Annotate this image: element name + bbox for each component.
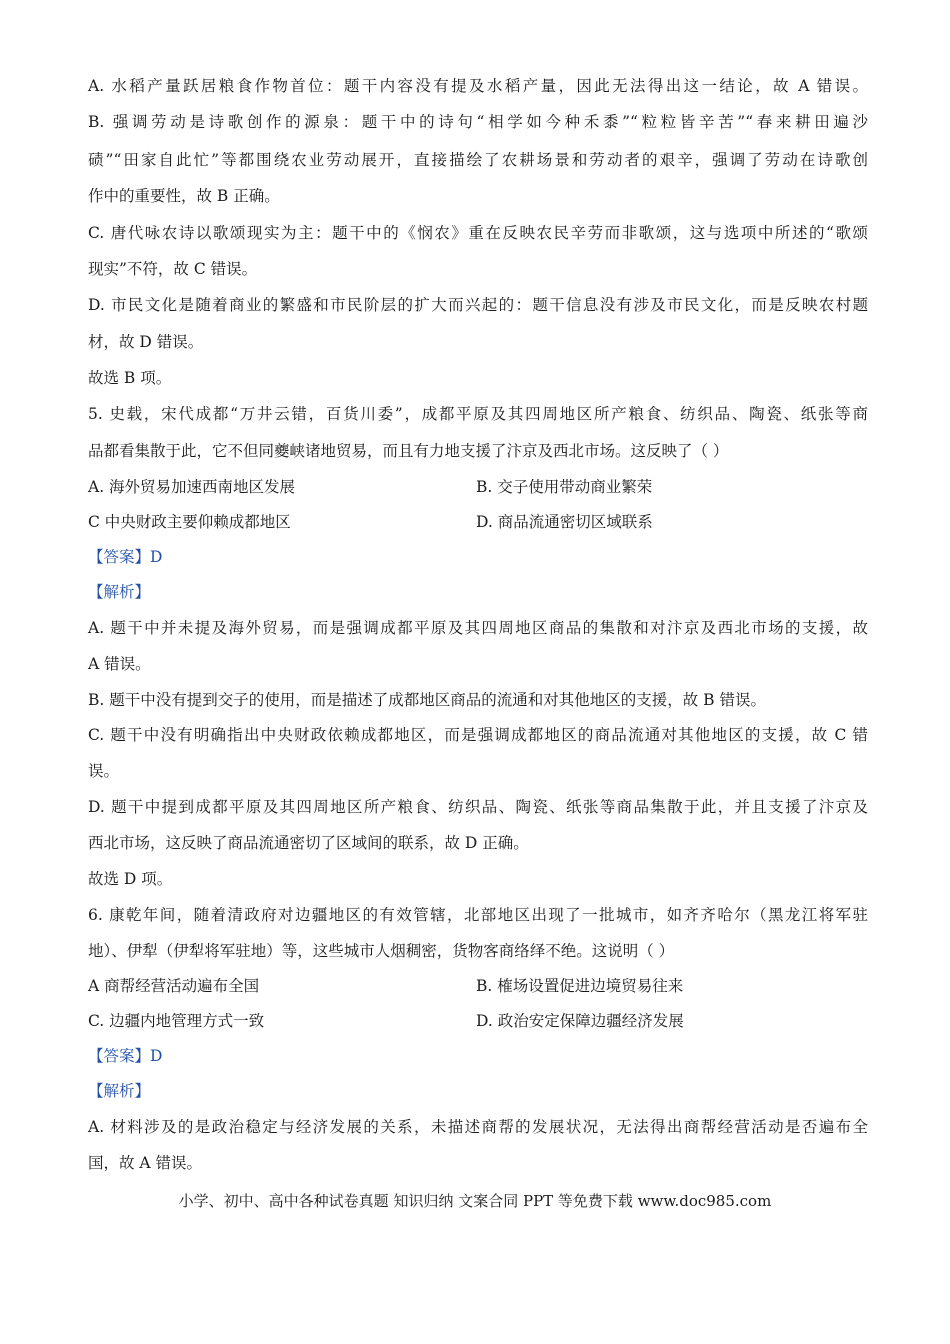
text-line: 西北市场，这反映了商品流通密切了区域间的联系，故 D 正确。 xyxy=(88,834,529,852)
text-line: 碛”“田家自此忙”等都围绕农业劳动展开，直接描绘了农耕场景和劳动者的艰辛，强调了劳动在诗歌创 xyxy=(88,151,868,169)
text-line: D. 市民文化是随着商业的繁盛和市民阶层的扩大而兴起的：题干信息没有涉及市民文化，而是反映农村题 xyxy=(88,296,868,314)
text-line: A. 材料涉及的是政治稳定与经济发展的关系，未描述商帮的发展状况，无法得出商帮经营活动是否遍布全 xyxy=(88,1118,868,1136)
text-line: B. 强调劳动是诗歌创作的源泉：题干中的诗句“相学如今种禾黍”“粒粒皆辛苦”“春来耕田遍沙 xyxy=(88,113,868,131)
option-a: A. 海外贸易加速西南地区发展 xyxy=(88,478,296,496)
option-b: B. 交子使用带动商业繁荣 xyxy=(476,478,653,496)
text-line: 故选 B 项。 xyxy=(88,369,172,387)
option-d: D. 商品流通密切区域联系 xyxy=(476,513,653,531)
text-line: 作中的重要性，故 B 正确。 xyxy=(88,187,280,205)
text-line: D. 题干中提到成都平原及其四周地区所产粮食、纺织品、陶瓷、纸张等商品集散于此，并且支援了汴京及 xyxy=(88,798,868,816)
text-line: C. 唐代咏农诗以歌颂现实为主：题干中的《悯农》重在反映农民辛劳而非歌颂，这与选项中所述的“歌颂 xyxy=(88,224,868,242)
text-line: C. 题干中没有明确指出中央财政依赖成都地区，而是强调成都地区的商品流通对其他地区的支援，故 C 错 xyxy=(88,726,868,744)
question-5-stem: 品都看集散于此，它不但同夔峡诸地贸易，而且有力地支援了汴京及西北市场。这反映了（ ） xyxy=(88,442,729,460)
option-c: C 中央财政主要仰赖成都地区 xyxy=(88,513,291,531)
text-line: 材，故 D 错误。 xyxy=(88,333,204,351)
text-line: A. 题干中并未提及海外贸易，而是强调成都平原及其四周地区商品的集散和对汴京及西北市场的支援，故 xyxy=(88,619,868,637)
question-6-stem: 6. 康乾年间，随着清政府对边疆地区的有效管辖，北部地区出现了一批城市，如齐齐哈尔（黑龙江将军驻 xyxy=(88,906,868,924)
option-d: D. 政治安定保障边疆经济发展 xyxy=(476,1012,684,1030)
text-line: 误。 xyxy=(88,762,120,780)
text-line: A. 水稻产量跃居粮食作物首位：题干内容没有提及水稻产量，因此无法得出这一结论，故 A 错误。 xyxy=(88,77,868,95)
answer-label: 【答案】D xyxy=(88,1047,163,1065)
question-5-stem: 5. 史载，宋代成都“万井云错，百货川委”，成都平原及其四周地区所产粮食、纺织品、陶瓷、纸张等商 xyxy=(88,405,868,423)
option-a: A 商帮经营活动遍布全国 xyxy=(88,977,260,995)
option-b: B. 榷场设置促进边境贸易往来 xyxy=(476,977,684,995)
question-6-stem: 地）、伊犁（伊犁将军驻地）等，这些城市人烟稠密，货物客商络绎不绝。这说明（ ） xyxy=(88,942,675,960)
analysis-label: 【解析】 xyxy=(88,1082,151,1100)
text-line: 现实”不符，故 C 错误。 xyxy=(88,260,258,278)
text-line: A 错误。 xyxy=(88,655,151,673)
text-line: 国，故 A 错误。 xyxy=(88,1154,203,1172)
text-line: 故选 D 项。 xyxy=(88,870,173,888)
text-line: B. 题干中没有提到交子的使用，而是描述了成都地区商品的流通和对其他地区的支援，故 B 错误。 xyxy=(88,691,766,709)
option-c: C. 边疆内地管理方式一致 xyxy=(88,1012,265,1030)
footer-text: 小学、初中、高中各种试卷真题 知识归纳 文案合同 PPT 等免费下载 www.doc985.com xyxy=(178,1192,772,1210)
answer-label: 【答案】D xyxy=(88,548,163,566)
analysis-label: 【解析】 xyxy=(88,583,151,601)
